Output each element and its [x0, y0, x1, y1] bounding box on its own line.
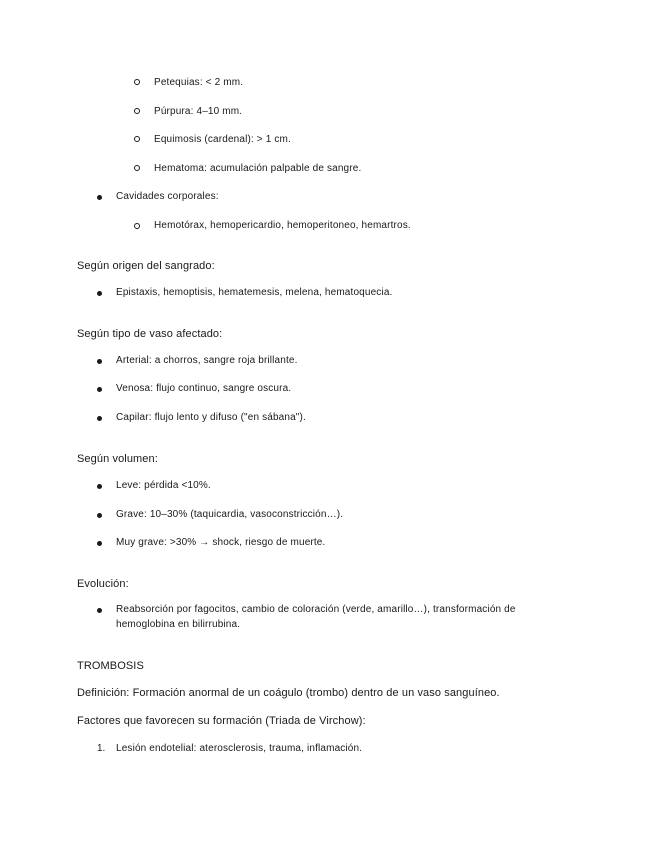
list-item: Petequias: < 2 mm. [154, 77, 244, 88]
list-item: Hemotórax, hemopericardio, hemoperitoneo, hemartros. [154, 220, 411, 231]
list-item: Epistaxis, hemoptisis, hematemesis, melena, hematoquecia. [116, 287, 393, 298]
list-item: Reabsorción por fagocitos, cambio de coloración (verde, amarillo…), transformación de hemoglobina en bilirrubina. [116, 604, 516, 630]
disc-bullet-icon [97, 387, 102, 392]
definition-text: Definición: Formación anormal de un coágulo (trombo) dentro de un vaso sanguíneo. [77, 687, 500, 699]
list-item: Capilar: flujo lento y difuso ("en sábana"). [116, 412, 306, 423]
section-heading: Según origen del sangrado: [77, 260, 215, 272]
list-item: Muy grave: >30% → shock, riesgo de muerte. [116, 537, 326, 548]
disc-bullet-icon [97, 416, 102, 421]
list-item: Grave: 10–30% (taquicardia, vasoconstricción…). [116, 509, 344, 520]
disc-bullet-icon [97, 513, 102, 518]
disc-bullet-icon [97, 359, 102, 364]
disc-bullet-icon [97, 608, 102, 613]
circle-bullet-icon [134, 223, 140, 229]
circle-bullet-icon [134, 108, 140, 114]
list-item: Púrpura: 4–10 mm. [154, 106, 243, 117]
list-item: Venosa: flujo continuo, sangre oscura. [116, 383, 292, 394]
disc-bullet-icon [97, 484, 102, 489]
circle-bullet-icon [134, 165, 140, 171]
section-heading: Evolución: [77, 578, 129, 590]
factors-heading: Factores que favorecen su formación (Triada de Virchow): [77, 715, 366, 727]
list-number: 1. [97, 743, 106, 754]
disc-bullet-icon [97, 541, 102, 546]
list-item: Equimosis (cardenal): > 1 cm. [154, 134, 291, 145]
disc-bullet-icon [97, 195, 102, 200]
section-title: TROMBOSIS [77, 660, 144, 672]
disc-bullet-icon [97, 291, 102, 296]
list-item: Lesión endotelial: aterosclerosis, trauma, inflamación. [116, 743, 363, 754]
circle-bullet-icon [134, 136, 140, 142]
list-item: Leve: pérdida <10%. [116, 480, 211, 491]
list-item: Hematoma: acumulación palpable de sangre. [154, 163, 362, 174]
circle-bullet-icon [134, 79, 140, 85]
list-item: Arterial: a chorros, sangre roja brillante. [116, 355, 298, 366]
section-heading: Según volumen: [77, 453, 158, 465]
section-heading: Según tipo de vaso afectado: [77, 328, 223, 340]
list-item: Cavidades corporales: [116, 191, 219, 202]
